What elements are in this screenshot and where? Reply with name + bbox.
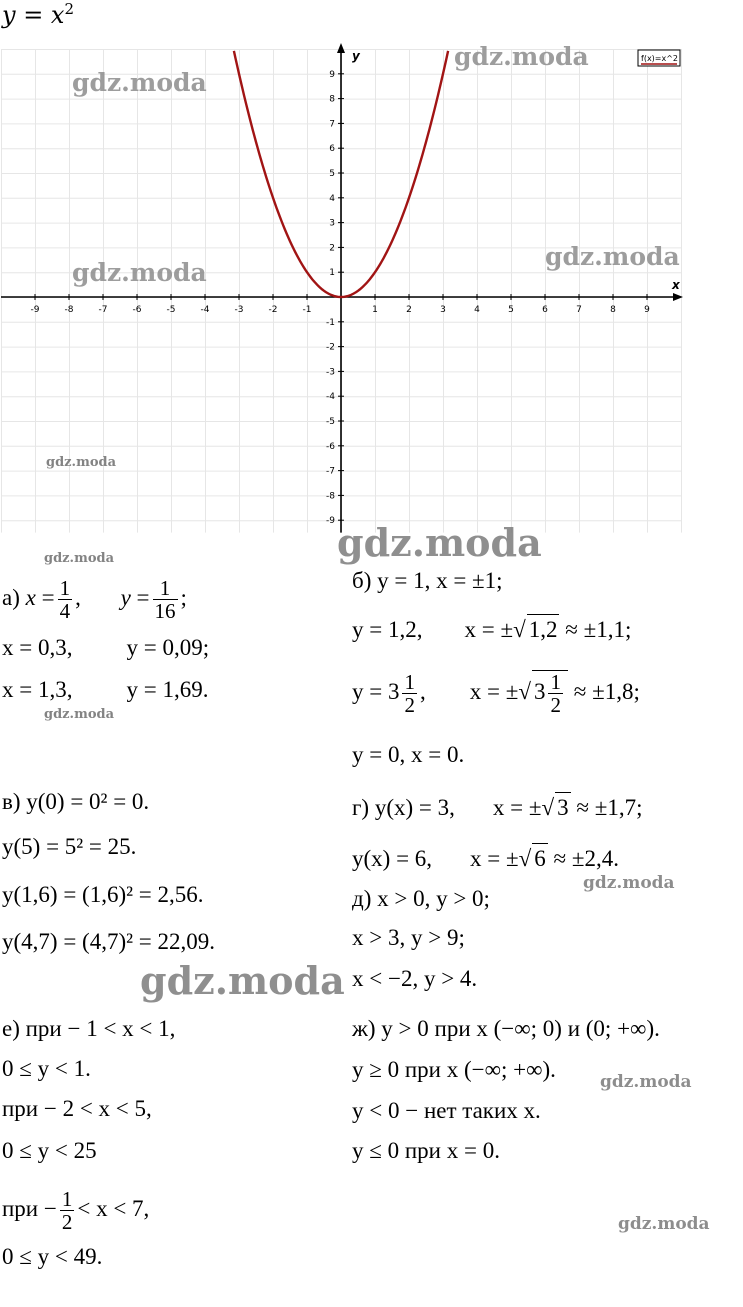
- graph-title: $y = x^2$: [2, 0, 75, 29]
- watermark: gdz.moda: [337, 520, 542, 565]
- watermark: gdz.moda: [140, 958, 345, 1003]
- answer-zh1: ж) y > 0 при x (−∞; 0) и (0; +∞).: [352, 1016, 660, 1041]
- y-tick-label: -2: [326, 342, 335, 353]
- y-tick-label: 5: [329, 169, 335, 179]
- x-tick-label: -1: [302, 305, 312, 315]
- answer-g2: y(x) = 6, x = ±√ 6 ≈ ±2,4.: [352, 843, 619, 874]
- answer-b3: y = 3 $\frac{1}{2}$ , x = ±√ 3 $\frac{1}{2}$ ≈ ±1,8;: [352, 670, 640, 717]
- y-tick-label: 3: [329, 218, 335, 229]
- watermark: gdz.moda: [44, 551, 115, 566]
- y-tick-label: -1: [326, 317, 335, 328]
- answer-b4: y = 0, x = 0.: [352, 742, 465, 767]
- watermark: gdz.moda: [46, 455, 117, 470]
- x-tick-label: 5: [508, 305, 514, 315]
- x-tick-label: 8: [610, 305, 616, 315]
- x-tick-label: -6: [132, 305, 142, 315]
- y-tick-label: -9: [326, 516, 335, 527]
- x-tick-label: -4: [200, 305, 210, 315]
- y-tick-label: -5: [326, 417, 335, 427]
- x-tick-label: 3: [440, 305, 446, 315]
- answer-v1: в) y(0) = 0² = 0.: [2, 789, 150, 814]
- answer-b1: б) y = 1, x = ±1;: [352, 568, 503, 593]
- answer-e6: 0 ≤ y < 49.: [2, 1244, 103, 1269]
- answer-g1: г) y(x) = 3, x = ±√ 3 ≈ ±1,7;: [352, 792, 643, 823]
- y-tick-label: 8: [329, 94, 335, 105]
- y-tick-label: -3: [326, 367, 335, 378]
- y-axis-label: y: [352, 49, 360, 63]
- x-tick-label: 1: [372, 305, 378, 315]
- watermark: gdz.moda: [583, 873, 675, 893]
- x-axis-label: x: [672, 278, 680, 292]
- y-tick-label: -4: [326, 392, 335, 403]
- watermark: gdz.moda: [72, 68, 207, 97]
- legend-label: f(x)=x^2: [641, 54, 679, 63]
- x-tick-label: 7: [576, 305, 582, 315]
- x-tick-label: 2: [406, 305, 412, 315]
- watermark: gdz.moda: [454, 42, 589, 71]
- y-axis-arrow: [337, 43, 345, 53]
- y-tick-label: -7: [326, 466, 335, 477]
- answer-zh4: y ≤ 0 при x = 0.: [352, 1138, 500, 1163]
- y-tick-label: 9: [329, 69, 335, 80]
- x-tick-label: -3: [234, 305, 244, 315]
- answer-v3: y(1,6) = (1,6)² = 2,56.: [2, 882, 204, 907]
- answer-v4: y(4,7) = (4,7)² = 22,09.: [2, 929, 215, 954]
- y-tick-label: -6: [326, 441, 335, 452]
- answer-a2: x = 0,3, y = 0,09;: [2, 635, 210, 660]
- answer-e4: 0 ≤ y < 25: [2, 1138, 97, 1163]
- y-tick-label: 1: [329, 268, 335, 279]
- answer-v2: y(5) = 5² = 25.: [2, 834, 137, 859]
- answer-a3: x = 1,3, y = 1,69.: [2, 677, 209, 702]
- answer-e5: при − $\frac{1}{2}$ < x < 7,: [2, 1187, 150, 1234]
- x-tick-label: 6: [542, 305, 548, 315]
- y-tick-label: -8: [326, 491, 335, 502]
- y-tick-label: 6: [329, 144, 335, 155]
- x-tick-label: -7: [98, 305, 108, 315]
- answer-b2: y = 1,2, x = ±√ 1,2 ≈ ±1,1;: [352, 614, 631, 645]
- answer-zh2: y ≥ 0 при x (−∞; +∞).: [352, 1057, 556, 1082]
- legend: [638, 50, 680, 66]
- answer-zh3: y < 0 − нет таких x.: [352, 1098, 541, 1123]
- y-tick-label: 4: [329, 193, 335, 204]
- x-tick-label: 9: [644, 305, 650, 315]
- y-tick-label: 2: [329, 243, 335, 254]
- answer-e3: при − 2 < x < 5,: [2, 1096, 152, 1121]
- answer-d3: x < −2, y > 4.: [352, 966, 478, 991]
- x-tick-label: -2: [268, 305, 278, 315]
- watermark: gdz.moda: [600, 1072, 692, 1092]
- watermark: gdz.moda: [618, 1214, 710, 1234]
- x-tick-label: 4: [474, 305, 480, 315]
- watermark: gdz.moda: [72, 258, 207, 287]
- watermark: gdz.moda: [545, 242, 680, 271]
- answer-d2: x > 3, y > 9;: [352, 925, 465, 950]
- x-tick-label: -9: [30, 305, 40, 315]
- answer-e1: е) при − 1 < x < 1,: [2, 1016, 176, 1041]
- answer-d1: д) x > 0, y > 0;: [352, 886, 490, 911]
- answer-e2: 0 ≤ y < 1.: [2, 1056, 91, 1081]
- answer-a1: а) x = $\frac{1}{4}$ , y = $\frac{1}{16}$ ;: [2, 576, 187, 623]
- x-tick-label: -8: [64, 305, 74, 315]
- x-tick-label: -5: [166, 305, 176, 315]
- watermark: gdz.moda: [44, 707, 115, 722]
- y-tick-label: 7: [329, 119, 335, 130]
